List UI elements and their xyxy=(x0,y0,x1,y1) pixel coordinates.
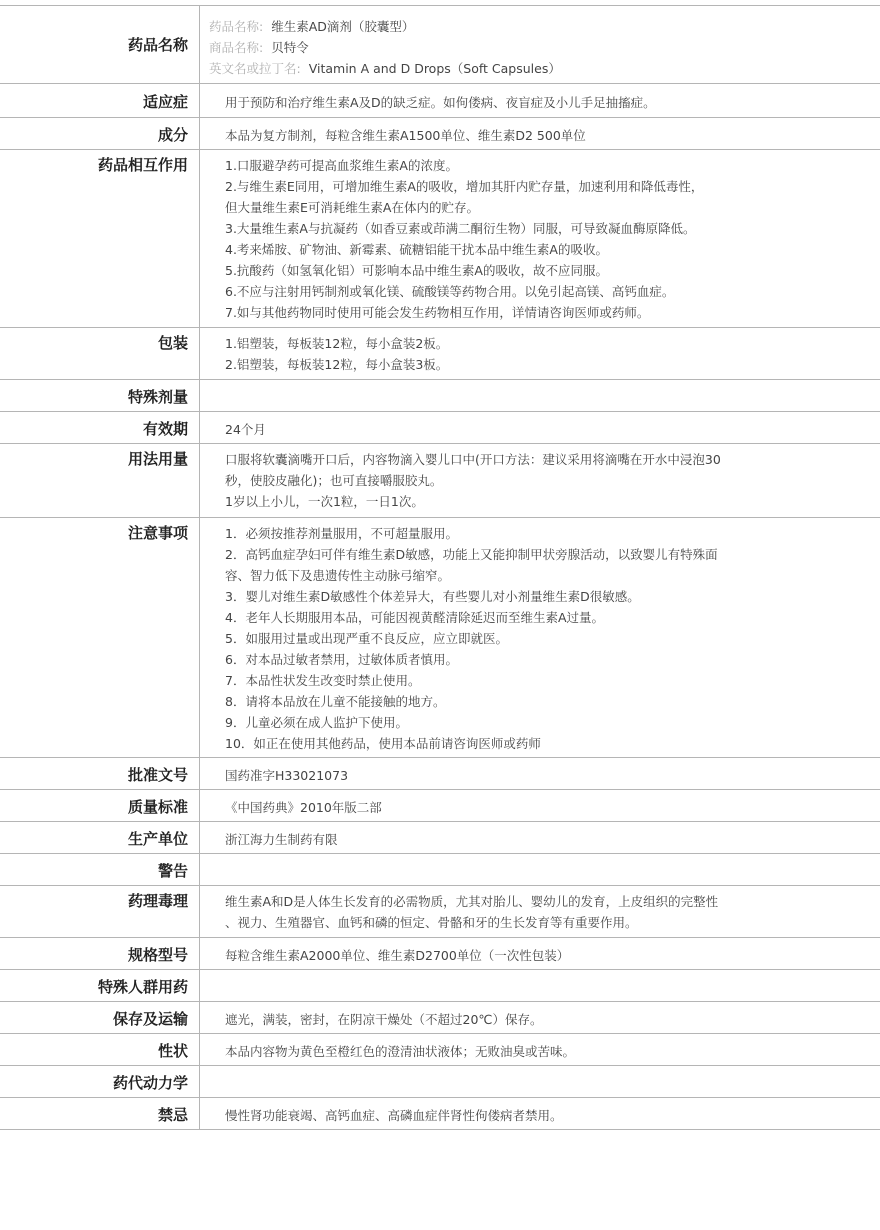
row-drug-name xyxy=(0,6,880,84)
value-line: 《中国药典》2010年版二部 xyxy=(225,800,382,815)
value-line: 慢性肾功能衰竭、高钙血症、高磷血症伴肾性佝偻病者禁用。 xyxy=(225,1108,563,1123)
value-line: 浙江海力生制药有限 xyxy=(225,832,338,847)
info-row xyxy=(0,790,880,822)
info-rows xyxy=(0,84,880,1130)
row-value xyxy=(200,1034,880,1065)
row-label: 质量标准 xyxy=(0,790,200,821)
row-value xyxy=(200,84,880,117)
row-label: 保存及运输 xyxy=(0,1002,200,1033)
value-line: 9．儿童必须在成人监护下使用。 xyxy=(225,715,408,730)
row-value xyxy=(200,822,880,853)
value-line: 10．如正在使用其他药品，使用本品前请咨询医师或药师 xyxy=(225,736,541,751)
row-value xyxy=(200,412,880,443)
value-line: 5.抗酸药（如氢氧化铝）可影响本品中维生素A的吸收，故不应同服。 xyxy=(225,263,608,278)
value-line: 维生素A和D是人体生长发育的必需物质，尤其对胎儿、婴幼儿的发育，上皮组织的完整性 xyxy=(225,894,719,909)
row-label: 注意事项 xyxy=(0,518,200,757)
value-line: 容、智力低下及患遗传性主动脉弓缩窄。 xyxy=(225,568,451,583)
info-row xyxy=(0,886,880,938)
value-line: 6.不应与注射用钙制剂或氧化镁、硫酸镁等药物合用。以免引起高镁、高钙血症。 xyxy=(225,284,675,299)
row-label: 性状 xyxy=(0,1034,200,1065)
value-line: 3．婴儿对维生素D敏感性个体差异大，有些婴儿对小剂量维生素D很敏感。 xyxy=(225,589,640,604)
row-value xyxy=(200,854,880,885)
row-label: 特殊人群用药 xyxy=(0,970,200,1001)
row-label: 药品相互作用 xyxy=(0,150,200,327)
row-label: 药理毒理 xyxy=(0,886,200,937)
row-label: 药代动力学 xyxy=(0,1066,200,1097)
value-line: 1.口服避孕药可提高血浆维生素A的浓度。 xyxy=(225,158,458,173)
value-line: 用于预防和治疗维生素A及D的缺乏症。如佝偻病、夜盲症及小儿手足抽搐症。 xyxy=(225,95,656,110)
row-label: 禁忌 xyxy=(0,1098,200,1129)
row-value xyxy=(200,1098,880,1129)
info-row xyxy=(0,1066,880,1098)
value-line: 、视力、生殖器官、血钙和磷的恒定、骨骼和牙的生长发育等有重要作用。 xyxy=(225,915,638,930)
value-line: 8．请将本品放在儿童不能接触的地方。 xyxy=(225,694,446,709)
value-line: 口服将软囊滴嘴开口后，内容物滴入婴儿口中(开口方法：建议采用将滴嘴在开水中浸泡30 xyxy=(225,452,721,467)
row-label: 用法用量 xyxy=(0,444,200,517)
generic-name-value: 维生素AD滴剂（胶囊型） xyxy=(271,19,415,34)
row-value xyxy=(200,118,880,149)
row-value xyxy=(200,886,880,937)
value-line: 国药准字H33021073 xyxy=(225,768,349,783)
name-values xyxy=(200,6,880,83)
value-line: 遮光，满装，密封，在阴凉干燥处（不超过20℃）保存。 xyxy=(225,1012,543,1027)
generic-name-line xyxy=(209,16,872,37)
row-value xyxy=(200,444,880,517)
value-line: 4．老年人长期服用本品，可能因视黄醛清除延迟而至维生素A过量。 xyxy=(225,610,605,625)
value-line: 本品为复方制剂，每粒含维生素A1500单位、维生素D2 500单位 xyxy=(225,128,586,143)
row-value xyxy=(200,1066,880,1097)
value-line: 1．必须按推荐剂量服用，不可超量服用。 xyxy=(225,526,458,541)
row-value xyxy=(200,790,880,821)
info-row xyxy=(0,150,880,328)
row-label: 成分 xyxy=(0,118,200,149)
drug-info-table xyxy=(0,5,880,1130)
value-line: 2.与维生素E同用，可增加维生素A的吸收，增加其肝内贮存量，加速利用和降低毒性， xyxy=(225,179,704,194)
row-value xyxy=(200,758,880,789)
english-name-key: 英文名或拉丁名: xyxy=(209,61,301,76)
value-line: 本品内容物为黄色至橙红色的澄清油状液体；无败油臭或苦味。 xyxy=(225,1044,576,1059)
brand-name-key: 商品名称: xyxy=(209,40,264,55)
row-label: 适应症 xyxy=(0,84,200,117)
info-row xyxy=(0,328,880,380)
brand-name-value: 贝特令 xyxy=(271,40,309,55)
english-name-value: Vitamin A and D Drops（Soft Capsules） xyxy=(308,61,561,76)
row-label: 警告 xyxy=(0,854,200,885)
value-line: 4.考来烯胺、矿物油、新霉素、硫糖铝能干扰本品中维生素A的吸收。 xyxy=(225,242,608,257)
row-value xyxy=(200,970,880,1001)
info-row xyxy=(0,854,880,886)
value-line: 5．如服用过量或出现严重不良反应，应立即就医。 xyxy=(225,631,508,646)
row-label: 药品名称 xyxy=(0,6,200,83)
info-row xyxy=(0,380,880,412)
info-row xyxy=(0,444,880,518)
info-row xyxy=(0,1034,880,1066)
info-row xyxy=(0,822,880,854)
row-value xyxy=(200,518,880,757)
info-row xyxy=(0,518,880,758)
brand-name-line xyxy=(209,37,872,58)
row-value xyxy=(200,1002,880,1033)
info-row xyxy=(0,118,880,150)
value-line: 秒，使胶皮融化)；也可直接嚼服胶丸。 xyxy=(225,473,443,488)
value-line: 24个月 xyxy=(225,422,266,437)
info-row xyxy=(0,1002,880,1034)
row-label: 有效期 xyxy=(0,412,200,443)
row-label: 包装 xyxy=(0,328,200,379)
row-value xyxy=(200,150,880,327)
value-line: 7．本品性状发生改变时禁止使用。 xyxy=(225,673,421,688)
row-label: 特殊剂量 xyxy=(0,380,200,411)
value-line: 7.如与其他药物同时使用可能会发生药物相互作用，详情请咨询医师或药师。 xyxy=(225,305,650,320)
info-row xyxy=(0,1098,880,1130)
value-line: 2.铝塑装，每板装12粒，每小盒装3板。 xyxy=(225,357,449,372)
row-value xyxy=(200,938,880,969)
english-name-line xyxy=(209,58,872,79)
row-label: 生产单位 xyxy=(0,822,200,853)
info-row xyxy=(0,758,880,790)
value-line: 6．对本品过敏者禁用，过敏体质者慎用。 xyxy=(225,652,458,667)
info-row xyxy=(0,970,880,1002)
generic-name-key: 药品名称: xyxy=(209,19,264,34)
value-line: 但大量维生素E可消耗维生素A在体内的贮存。 xyxy=(225,200,479,215)
value-line: 1.铝塑装，每板装12粒，每小盒装2板。 xyxy=(225,336,449,351)
row-label: 规格型号 xyxy=(0,938,200,969)
value-line: 2．高钙血症孕妇可伴有维生素D敏感，功能上又能抑制甲状旁腺活动，以致婴儿有特殊面 xyxy=(225,547,718,562)
value-line: 3.大量维生素A与抗凝药（如香豆素或茚满二酮衍生物）同服，可导致凝血酶原降低。 xyxy=(225,221,696,236)
info-row xyxy=(0,84,880,118)
info-row xyxy=(0,412,880,444)
row-value xyxy=(200,380,880,411)
value-line: 1岁以上小儿，一次1粒，一日1次。 xyxy=(225,494,424,509)
info-row xyxy=(0,938,880,970)
value-line: 每粒含维生素A2000单位、维生素D2700单位（一次性包装） xyxy=(225,948,570,963)
row-label: 批准文号 xyxy=(0,758,200,789)
row-value xyxy=(200,328,880,379)
